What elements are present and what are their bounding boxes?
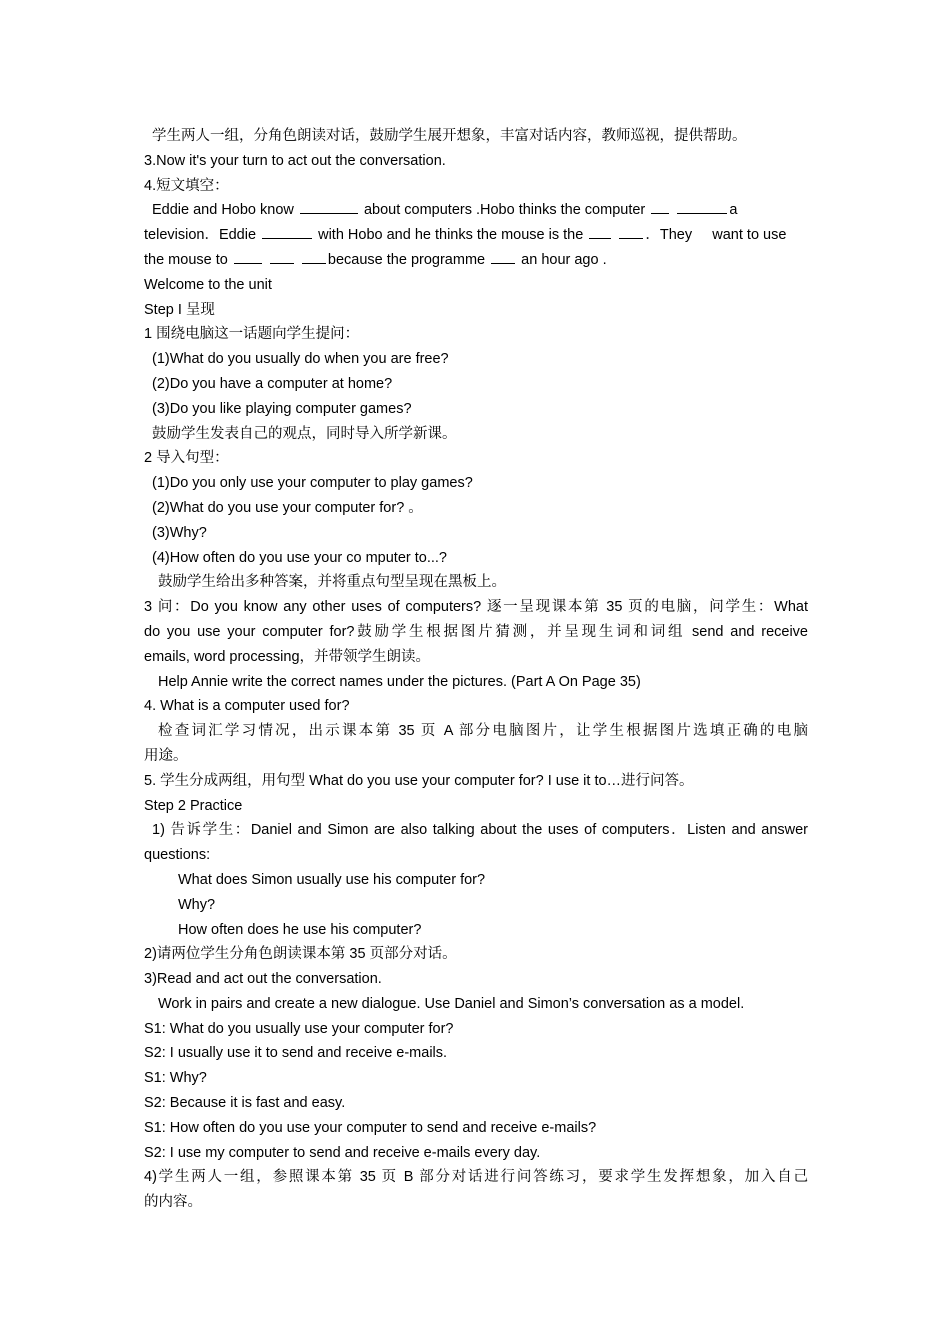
- cloze-blank: [619, 224, 643, 239]
- question-line: What does Simon usually use his computer for?: [178, 871, 486, 888]
- dialogue-line: S2: I use my computer to send and receive e-mails every day.: [144, 1144, 541, 1161]
- text-line: 的内容。: [144, 1194, 202, 1211]
- text-line: 鼓励学生给出多种答案，并将重点句型呈现在黑板上。: [158, 574, 506, 591]
- cloze-blank: [270, 249, 294, 264]
- text-line: 4. What is a computer used for?: [144, 698, 350, 715]
- dialogue-line: S2: I usually use it to send and receive e-mails.: [144, 1045, 448, 1062]
- text-line: 2 导入句型：: [144, 450, 229, 467]
- cloze-text: television．Eddie: [144, 227, 257, 244]
- cloze-text: with Hobo and he thinks the mouse is the: [318, 227, 584, 244]
- text-line: 3)Read and act out the conversation.: [144, 971, 382, 988]
- cloze-blank: [651, 199, 669, 214]
- cloze-blank: [491, 249, 515, 264]
- question-line: (2)What do you use your computer for? 。: [152, 499, 423, 516]
- text-line: 用途。: [144, 747, 188, 764]
- cloze-blank: [589, 224, 611, 239]
- question-line: (2)Do you have a computer at home?: [152, 375, 393, 392]
- text-line: 4)学生两人一组，参照课本第 35 页 B 部分对话进行问答练习，要求学生发挥想象，加入自己: [144, 1169, 808, 1186]
- cloze-blank: [302, 249, 326, 264]
- text-line: 1) 告诉学生：Daniel and Simon are also talking about the uses of computers．Listen and answer: [152, 822, 808, 839]
- cloze-text: the mouse to: [144, 251, 228, 268]
- step-heading: Step I 呈现: [144, 301, 215, 318]
- text-line: 学生两人一组，分角色朗读对话，鼓励学生展开想象，丰富对话内容，教师巡视，提供帮助。: [152, 128, 747, 144]
- question-line: (1)Do you only use your computer to play games?: [152, 475, 473, 492]
- cloze-blank: [300, 199, 358, 214]
- text-line: Work in pairs and create a new dialogue. Use Daniel and Simon’s conversation as a model.: [158, 995, 745, 1012]
- question-line: Why?: [178, 896, 216, 913]
- step-heading: Step 2 Practice: [144, 797, 243, 814]
- dialogue-line: S1: How often do you use your computer to send and receive e-mails?: [144, 1119, 597, 1136]
- question-line: How often does he use his computer?: [178, 921, 422, 938]
- question-line: (4)How often do you use your co mputer to...?: [152, 549, 447, 566]
- section-heading: Welcome to the unit: [144, 276, 272, 293]
- cloze-line-2: [144, 223, 808, 248]
- cloze-blank: [234, 249, 262, 264]
- cloze-line-3: [144, 248, 808, 273]
- dialogue-line: S1: What do you usually use your computer for?: [144, 1020, 454, 1037]
- cloze-text: Eddie and Hobo know: [152, 202, 294, 219]
- text-line: do you use your computer for?鼓励学生根据图片猜测，并呈现生词和词组 send and receive: [144, 623, 808, 640]
- cloze-blank: [677, 199, 727, 214]
- dialogue-line: S2: Because it is fast and easy.: [144, 1095, 346, 1112]
- text-line: 鼓励学生发表自己的观点，同时导入所学新课。: [152, 425, 457, 442]
- dialogue-line: S1: Why?: [144, 1070, 207, 1087]
- text-line: emails, word processing，并带领学生朗读。: [144, 648, 431, 665]
- text-line: 1 围绕电脑这一话题向学生提问：: [144, 326, 360, 343]
- cloze-text: an hour ago .: [521, 251, 607, 268]
- cloze-text: about computers .Hobo thinks the computer: [363, 202, 646, 219]
- text-line: 3.Now it's your turn to act out the conversation.: [144, 152, 446, 169]
- text-line: 3 问：Do you know any other uses of computers? 逐一呈现课本第 35 页的电脑，问学生：What: [144, 599, 808, 616]
- question-line: (3)Do you like playing computer games?: [152, 400, 412, 417]
- cloze-text: ．They: [645, 227, 693, 244]
- text-line: 检查词汇学习情况，出示课本第 35 页 A 部分电脑图片，让学生根据图片选填正确的电脑: [158, 723, 808, 740]
- cloze-text: because the programme: [327, 251, 486, 268]
- document-body: [144, 124, 808, 1215]
- text-line: questions:: [144, 847, 211, 864]
- cloze-line-1: [144, 198, 808, 223]
- cloze-blank: [262, 224, 312, 239]
- section-heading: 4.短文填空：: [144, 177, 229, 194]
- text-line: Help Annie write the correct names under the pictures. (Part A On Page 35): [158, 673, 641, 690]
- cloze-text: a: [729, 202, 738, 219]
- question-line: (3)Why?: [152, 524, 207, 541]
- text-line: 5. 学生分成两组，用句型 What do you use your computer for? I use it to…进行问答。: [144, 772, 694, 789]
- text-line: 2)请两位学生分角色朗读课本第 35 页部分对话。: [144, 946, 457, 963]
- question-line: (1)What do you usually do when you are free?: [152, 351, 449, 368]
- cloze-text: want to use: [712, 227, 787, 244]
